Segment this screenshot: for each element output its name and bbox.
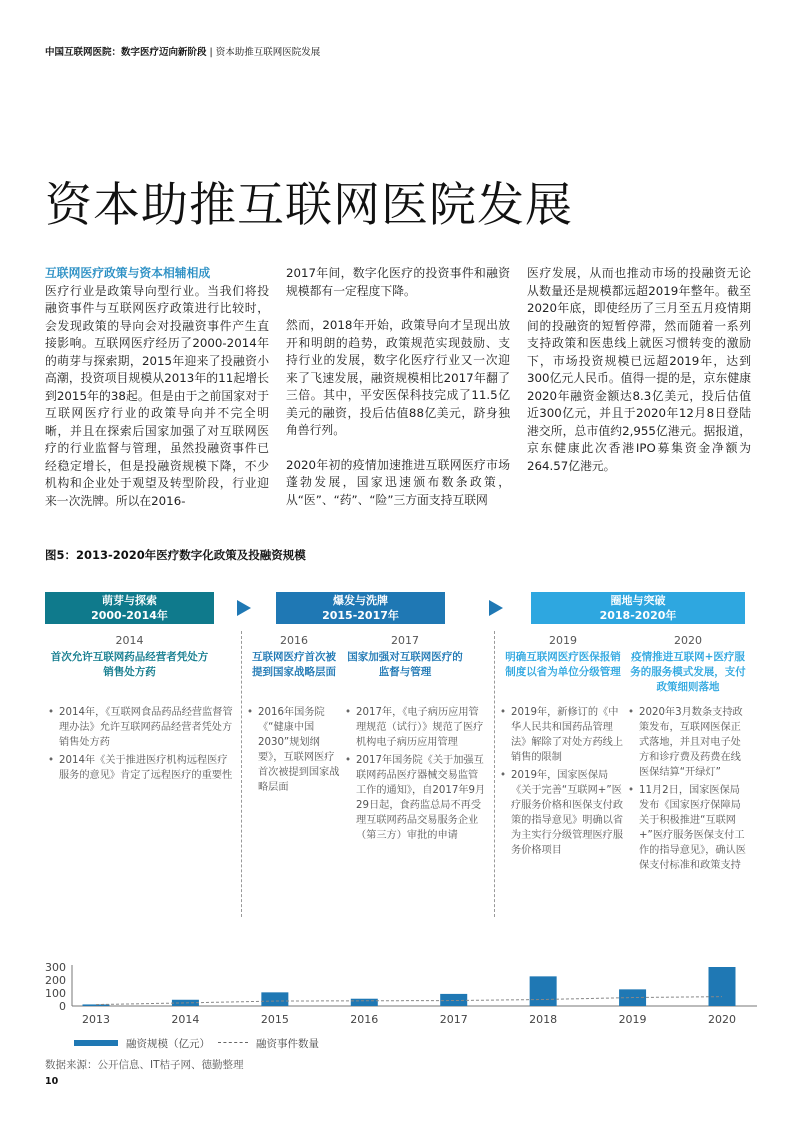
- col2-paragraph-1: 2017年间，数字化医疗的投资事件和融资规模都有一定程度下降。: [286, 266, 510, 298]
- x-tick-label: 2013: [82, 1013, 110, 1026]
- text-column-2: [286, 265, 510, 526]
- col1-paragraph: 医疗行业是政策导向型行业。当我们将投融资事件与互联网医疗政策进行比较时，会发现政策的导向会对投融资事件产生直接影响。互联网医疗经历了2000-2014年的萌芽与探索期，2015年迎来了投融资小高潮，投资项目规模从2013年的11起增长到2015年的38起。但是由于之前国家对于互联网医疗行业的政策导向并不完全明晰，并且在探索后国家加强了对互联网医疗的行业监督与管理，虽然投融资事件已经稳定增长，但是投融资规模下降，不少机构和企业处于观望及转型阶段，行业迎来一次洗牌。所以在2016-: [45, 283, 269, 508]
- event-title-2014: 首次允许互联网药品经营者凭处方销售处方药: [50, 651, 209, 678]
- phase-banner-3: [531, 592, 745, 624]
- phase-1-name: 萌芽与探索: [102, 594, 157, 607]
- list-item: • 2016年国务院《“健康中国2030”规划纲要》，互联网医疗首次被提到国家战略层面: [247, 705, 343, 795]
- bullets-2016: [247, 705, 343, 798]
- list-item: • 2019年，新修订的《中华人民共和国药品管理法》解除了对处方药线上销售的限制: [500, 705, 624, 765]
- bullets-2020: [628, 705, 750, 876]
- phase-3-years: 2018-2020年: [599, 609, 677, 622]
- x-tick-label: 2017: [439, 1013, 468, 1026]
- bullets-2017: [345, 705, 488, 846]
- phase-2-name: 爆发与洗牌: [333, 594, 388, 607]
- bar-2014: [172, 1000, 199, 1006]
- phase-divider: [494, 631, 495, 917]
- phase-arrow-icon: [237, 600, 251, 616]
- legend-line-swatch: [218, 1042, 248, 1043]
- event-year-2016: 2016: [280, 634, 308, 647]
- x-tick-label: 2015: [260, 1013, 289, 1026]
- header-separator: |: [206, 47, 216, 58]
- event-year-2020: 2020: [674, 634, 702, 647]
- list-item: • 2014年《关于推进医疗机构远程医疗服务的意见》肯定了远程医疗的重要性: [48, 753, 234, 783]
- event-title-2020: 疫情推进互联网+医疗服务的服务模式发展，支付政策细则落地: [630, 651, 746, 693]
- bar-2020: [709, 967, 736, 1006]
- legend-line-label: 融资事件数量: [256, 1038, 319, 1050]
- investment-bar-chart: [0, 955, 793, 1035]
- event-title-2019: 明确互联网医疗医保报销制度以省为单位分级管理: [505, 651, 621, 678]
- running-header: [45, 44, 320, 58]
- list-item: • 2017年，《电子病历应用管理规范（试行）》规范了医疗机构电子病历应用管理: [345, 705, 488, 750]
- event-title-2017: 国家加强对互联网医疗的监督与管理: [347, 651, 463, 678]
- phase-3-name: 圈地与突破: [610, 594, 666, 607]
- phase-banner-1: [45, 592, 214, 624]
- bullets-2014: [48, 705, 234, 786]
- x-tick-label: 2016: [350, 1013, 379, 1026]
- col2-paragraph-3: 2020年初的疫情加速推进互联网医疗市场蓬勃发展，国家迅速颁布数条政策，从“医”、“药”、“险”三方面支持互联网: [286, 457, 510, 507]
- page-number: 10: [45, 1076, 59, 1087]
- bar-2015: [261, 992, 288, 1006]
- bar-2013: [83, 1004, 110, 1006]
- event-title-2016: 互联网医疗首次被提到国家战略层面: [252, 651, 336, 678]
- y-tick-label: 0: [59, 1000, 66, 1013]
- x-tick-label: 2014: [171, 1013, 200, 1026]
- event-year-2017: 2017: [391, 634, 419, 647]
- event-year-2019: 2019: [549, 634, 577, 647]
- bullets-2019: [500, 705, 624, 861]
- phase-1-years: 2000-2014年: [91, 609, 168, 622]
- list-item: • 2019年，国家医保局《关于完善“互联网+”医疗服务价格和医保支付政策的指导意见》明确以省为主实行分级管理医疗服务价格项目: [500, 768, 624, 858]
- list-item: • 11月2日，国家医保局发布《国家医疗保障局关于积极推进“互联网+”医疗服务医保支付工作的指导意见》，确认医保支付标准和政策支持: [628, 783, 750, 873]
- section-subhead: 互联网医疗政策与资本相辅相成: [45, 266, 211, 280]
- col2-paragraph-2: 然而，2018年开始，政策导向才呈现出放开和明朗的趋势，政策规范实现鼓励、支持行业的发展，数字化医疗行业又一次迎来了飞速发展，融资规模相比2017年翻了三倍。其中，平安医保科技完成了11.5亿美元的融资，投后估值88亿美元，跻身独角兽行列。: [286, 318, 510, 437]
- y-tick-label: 100: [45, 987, 66, 1000]
- phase-divider: [241, 631, 242, 917]
- bar-2016: [351, 999, 378, 1006]
- page-title: 资本助推互联网医院发展: [45, 178, 573, 233]
- col3-paragraph: 医疗发展，从而也推动市场的投融资无论从数量还是规模都远超2019年整年。截至2020年底，即使经历了三月至五月疫情期间的投融资的短暂停滞，然而随着一系列支持政策和医患线上就医习惯转变的激励下，市场投资规模已远超2019年，达到300亿元人民币。值得一提的是，京东健康2020年融资金额达8.3亿美元，投后估值近300亿元，并且于2020年12月8日登陆港交所，总市值约2,955亿港元。据报道，京东健康此次香港IPO募集资金净额为264.57亿港元。: [527, 266, 751, 473]
- x-tick-label: 2018: [529, 1013, 558, 1026]
- y-tick-label: 300: [45, 961, 66, 974]
- legend-bar-swatch: [74, 1040, 118, 1046]
- bar-2018: [530, 976, 557, 1006]
- text-column-1: [45, 265, 269, 510]
- list-item: • 2014年，《互联网食品药品经营监督管理办法》允许互联网药品经营者凭处方销售处方药: [48, 705, 234, 750]
- x-tick-label: 2019: [618, 1013, 647, 1026]
- list-item: • 2017年国务院《关于加强互联网药品医疗器械交易监管工作的通知》，自2017年9月29日起，食药监总局不再受理互联网药品交易服务企业（第三方）审批的申请: [345, 753, 488, 843]
- header-report-title: 中国互联网医院：数字医疗迈向新阶段: [45, 47, 207, 58]
- list-item: • 2020年3月数条支持政策发布，互联网医保正式落地，并且对电子处方和诊疗费及药费在线医保结算“开绿灯”: [628, 705, 750, 780]
- phase-2-years: 2015-2017年: [322, 609, 399, 622]
- y-tick-label: 200: [45, 974, 66, 987]
- text-column-3: [527, 265, 751, 475]
- figure-title: 图5：2013-2020年医疗数字化政策及投融资规模: [45, 548, 306, 562]
- x-tick-label: 2020: [708, 1013, 736, 1026]
- header-section: 资本助推互联网医院发展: [215, 47, 321, 58]
- phase-arrow-icon: [489, 600, 503, 616]
- data-source: 数据来源：公开信息、IT桔子网、德勤整理: [45, 1059, 244, 1071]
- legend-bar-label: 融资规模（亿元）: [126, 1038, 210, 1050]
- event-year-2014: 2014: [115, 634, 144, 647]
- phase-banner-2: [276, 592, 445, 624]
